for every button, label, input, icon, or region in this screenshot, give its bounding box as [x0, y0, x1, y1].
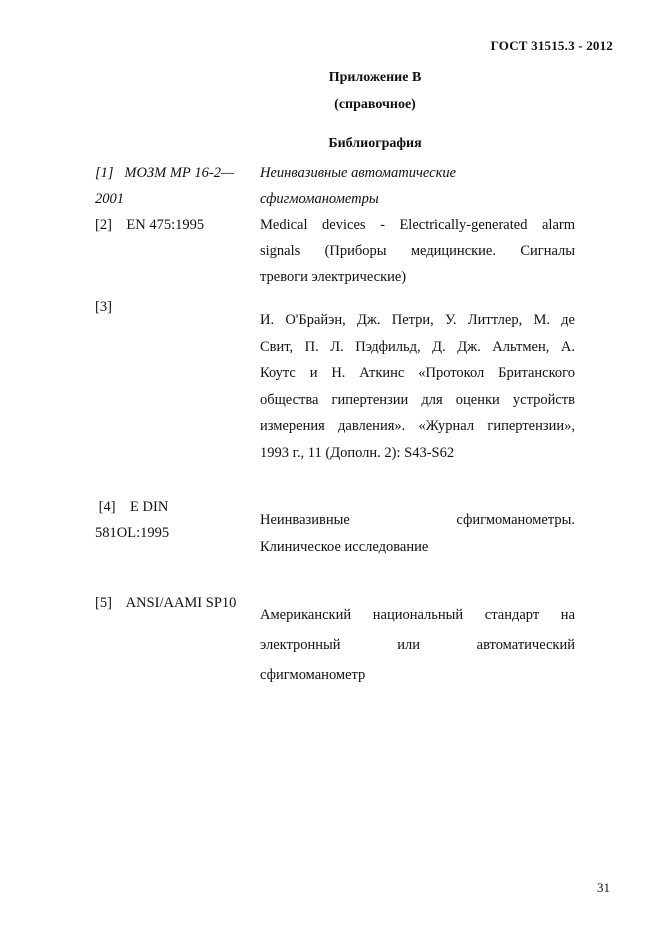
reference-label-5: [5] ANSI/AAMI SP10 [95, 595, 237, 611]
reference-text-1 [260, 160, 575, 212]
appendix-subtitle: (справочное) [334, 97, 416, 112]
reference-text-3 [260, 307, 575, 466]
reference-4-line: Клиническое исследование [260, 539, 429, 555]
reference-3-line: Коутс и Н. Аткинс «Протокол Британского [260, 365, 575, 381]
reference-5-line: электронный или автоматический [260, 637, 575, 653]
reference-text-5 [260, 600, 575, 690]
reference-3-line: И. О'Брайэн, Дж. Петри, У. Литтлер, М. де [260, 312, 575, 328]
reference-label-4: [4] E DIN 581OL:1995 [95, 499, 170, 541]
reference-2-line: signals (Приборы медицинские. Сигналы [260, 243, 575, 259]
reference-text-4 [260, 507, 575, 561]
reference-label-3: [3] [95, 299, 112, 315]
reference-label-2: [2] EN 475:1995 [95, 217, 205, 233]
page-number: 31 [597, 880, 610, 895]
reference-2-line: Medical devices - Electrically-generated alarm [260, 217, 575, 233]
appendix-title: Приложение В [328, 70, 422, 85]
reference-5-line: сфигмоманометр [260, 667, 366, 683]
reference-3-line: общества гипертензии для оценки устройств [260, 391, 575, 408]
reference-5-line: Американский национальный стандарт на [260, 607, 575, 623]
bibliography-heading: Библиография [328, 136, 422, 151]
reference-label-1: [1] МОЗМ МР 16-2— 2001 [95, 165, 234, 207]
reference-3-line: измерения давления». «Журнал гипертензии», [260, 418, 575, 434]
reference-3-line: 1993 г., 11 (Дополн. 2): S43-S62 [260, 444, 455, 461]
reference-3-line: Свит, П. Л. Пэдфильд, Д. Дж. Альтмен, А. [260, 338, 575, 355]
reference-1-line: Неинвазивные автоматические [260, 165, 457, 181]
reference-2-line: тревоги электрические) [260, 269, 407, 285]
reference-text-2 [260, 212, 575, 290]
standard-header: ГОСТ 31515.3 - 2012 [490, 38, 613, 53]
reference-4-line: Неинвазивные сфигмоманометры. [260, 512, 575, 528]
reference-1-line: сфигмоманометры [260, 191, 379, 207]
